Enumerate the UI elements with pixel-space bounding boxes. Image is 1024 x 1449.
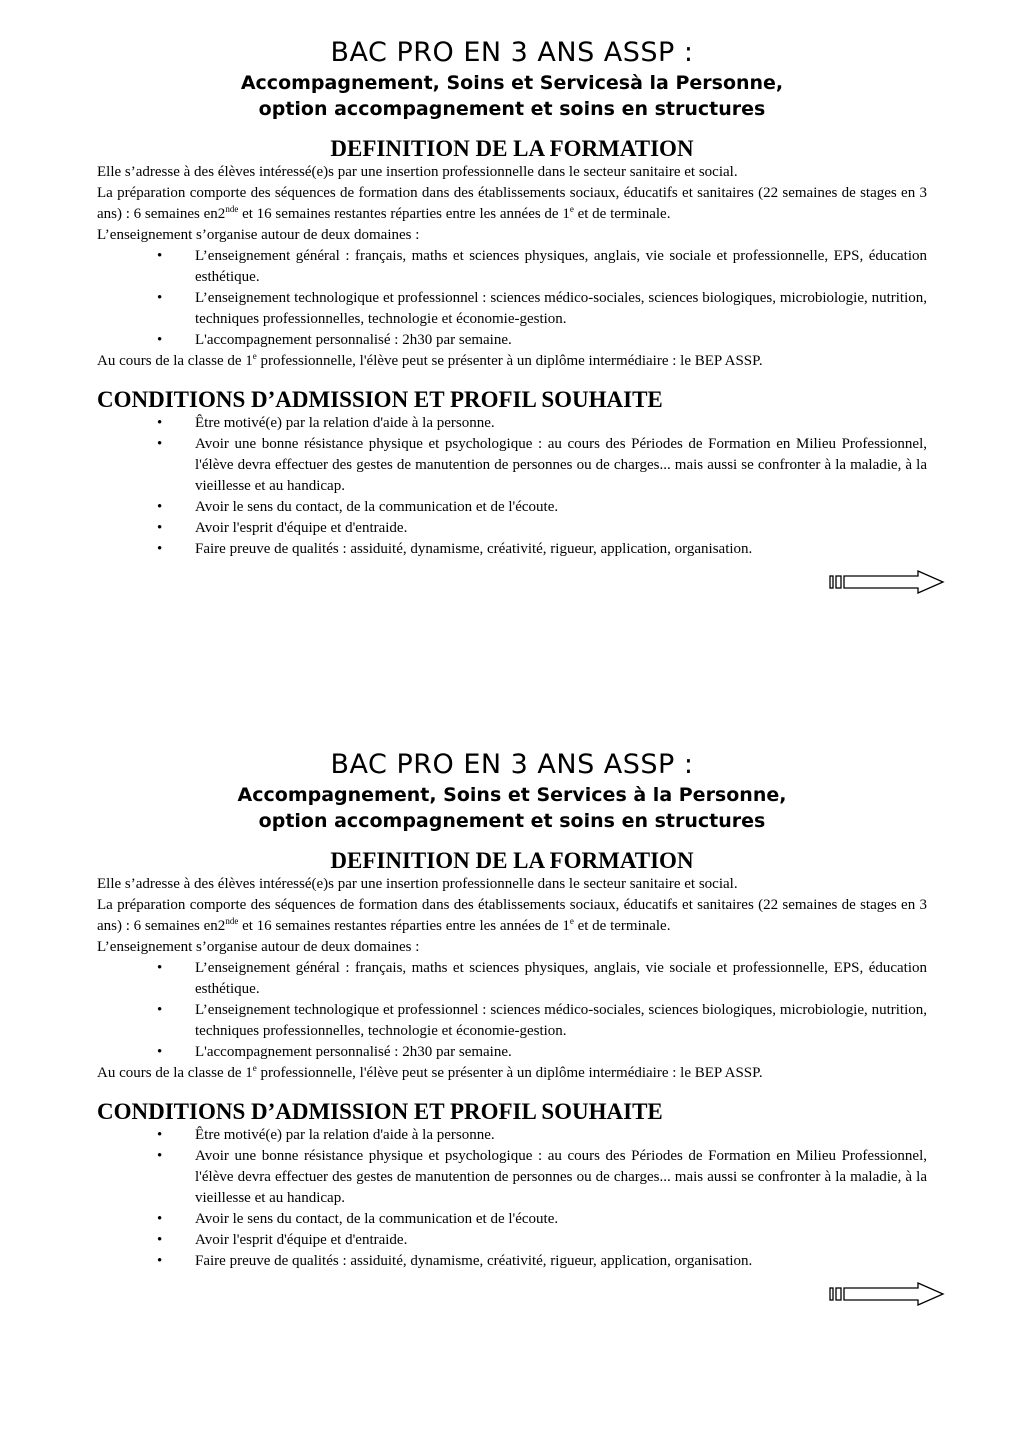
list-item: • L’enseignement technologique et professionnel : sciences médico-sociales, sciences biologiques, microbiologie, nutrition, techniques professionnelles, technologie et économie-gestion. — [97, 288, 927, 330]
conditions-list — [97, 413, 927, 560]
bep-paragraph — [97, 1063, 927, 1084]
domains-list — [97, 246, 927, 351]
page-title: BAC PRO EN 3 ANS ASSP : — [330, 749, 694, 780]
list-item: • Faire preuve de qualités : assiduité, dynamisme, créativité, rigueur, application, organisation. — [97, 1251, 927, 1272]
conditions-list — [97, 1125, 927, 1272]
subtitle-line-1: Accompagnement, Soins et Servicesà la Personne, — [240, 72, 784, 94]
preparation-sup-nde: nde — [225, 204, 239, 214]
list-item: • Être motivé(e) par la relation d'aide à la personne. — [97, 1125, 927, 1146]
list-item: • Avoir le sens du contact, de la communication et de l'écoute. — [97, 1209, 927, 1230]
bep-sup-e: e — [252, 351, 257, 361]
bep-text-b: professionnelle, l'élève peut se présenter à un diplôme intermédiaire : le BEP ASSP. — [256, 1065, 763, 1081]
flyer-block-1 — [97, 36, 927, 596]
bep-text-b: professionnelle, l'élève peut se présenter à un diplôme intermédiaire : le BEP ASSP. — [256, 353, 763, 369]
bep-sup-e: e — [252, 1063, 257, 1073]
preparation-sup-e: e — [569, 916, 574, 926]
list-item: • Avoir l'esprit d'équipe et d'entraide. — [97, 518, 927, 539]
intro-paragraph: Elle s’adresse à des élèves intéressé(e)s par une insertion professionnelle dans le secteur sanitaire et social. — [97, 876, 738, 892]
list-item: • Avoir l'esprit d'équipe et d'entraide. — [97, 1230, 927, 1251]
preparation-sup-nde: nde — [225, 916, 239, 926]
arrow-container — [97, 1282, 945, 1308]
flyer-block-2 — [97, 748, 927, 1308]
preparation-paragraph — [97, 183, 927, 225]
preparation-text-c: et de terminale. — [573, 918, 671, 934]
preparation-text-c: et de terminale. — [573, 206, 671, 222]
domains-intro: L’enseignement s’organise autour de deux domaines : — [97, 227, 420, 243]
preparation-text-a: La préparation comporte des séquences de formation dans des établissements sociaux, éducatifs et sanitaires (22 semaines de stages en 3 ans) : 6 semaines en2 — [97, 897, 927, 934]
definition-heading: DEFINITION DE LA FORMATION — [330, 136, 694, 161]
preparation-text-b: et 16 semaines restantes réparties entre les années de 1 — [238, 206, 570, 222]
conditions-heading: CONDITIONS D’ADMISSION ET PROFIL SOUHAITE — [97, 387, 663, 412]
list-item: • L’enseignement général : français, maths et sciences physiques, anglais, vie sociale et professionnelle, EPS, éducation esthétique. — [97, 958, 927, 1000]
conditions-heading: CONDITIONS D’ADMISSION ET PROFIL SOUHAITE — [97, 1099, 663, 1124]
list-item: • L’enseignement technologique et professionnel : sciences médico-sociales, sciences biologiques, microbiologie, nutrition, techniques professionnelles, technologie et économie-gestion. — [97, 1000, 927, 1042]
list-item: • L’enseignement général : français, maths et sciences physiques, anglais, vie sociale et professionnelle, EPS, éducation esthétique. — [97, 246, 927, 288]
definition-heading: DEFINITION DE LA FORMATION — [330, 848, 694, 873]
domains-intro: L’enseignement s’organise autour de deux domaines : — [97, 939, 420, 955]
list-item: • L'accompagnement personnalisé : 2h30 par semaine. — [97, 330, 927, 351]
preparation-sup-e: e — [569, 204, 574, 214]
subtitle-line-2: option accompagnement et soins en structures — [258, 810, 766, 832]
preparation-paragraph — [97, 895, 927, 937]
list-item: • Avoir une bonne résistance physique et psychologique : au cours des Périodes de Formation en Milieu Professionnel, l'élève devra effectuer des gestes de manutention de personnes ou de charges... mais aussi se confronter à la maladie, à la vieillesse et au handicap. — [97, 434, 927, 497]
list-item: • Avoir une bonne résistance physique et psychologique : au cours des Périodes de Formation en Milieu Professionnel, l'élève devra effectuer des gestes de manutention de personnes ou de charges... mais aussi se confronter à la maladie, à la vieillesse et au handicap. — [97, 1146, 927, 1209]
list-item: • L'accompagnement personnalisé : 2h30 par semaine. — [97, 1042, 927, 1063]
domains-list — [97, 958, 927, 1063]
bep-text-a: Au cours de la classe de 1 — [97, 353, 253, 369]
subtitle-line-1: Accompagnement, Soins et Services à la Personne, — [237, 784, 787, 806]
list-item: • Avoir le sens du contact, de la communication et de l'écoute. — [97, 497, 927, 518]
page-title: BAC PRO EN 3 ANS ASSP : — [330, 37, 694, 68]
subtitle-line-2: option accompagnement et soins en structures — [258, 98, 766, 120]
list-item: • Faire preuve de qualités : assiduité, dynamisme, créativité, rigueur, application, organisation. — [97, 539, 927, 560]
list-item: • Être motivé(e) par la relation d'aide à la personne. — [97, 413, 927, 434]
arrow-container — [97, 570, 945, 596]
preparation-text-a: La préparation comporte des séquences de formation dans des établissements sociaux, éducatifs et sanitaires (22 semaines de stages en 3 ans) : 6 semaines en2 — [97, 185, 927, 222]
intro-paragraph: Elle s’adresse à des élèves intéressé(e)s par une insertion professionnelle dans le secteur sanitaire et social. — [97, 164, 738, 180]
right-arrow-icon — [829, 1282, 945, 1306]
bep-paragraph — [97, 351, 927, 372]
bep-text-a: Au cours de la classe de 1 — [97, 1065, 253, 1081]
preparation-text-b: et 16 semaines restantes réparties entre les années de 1 — [238, 918, 570, 934]
right-arrow-icon — [829, 570, 945, 594]
